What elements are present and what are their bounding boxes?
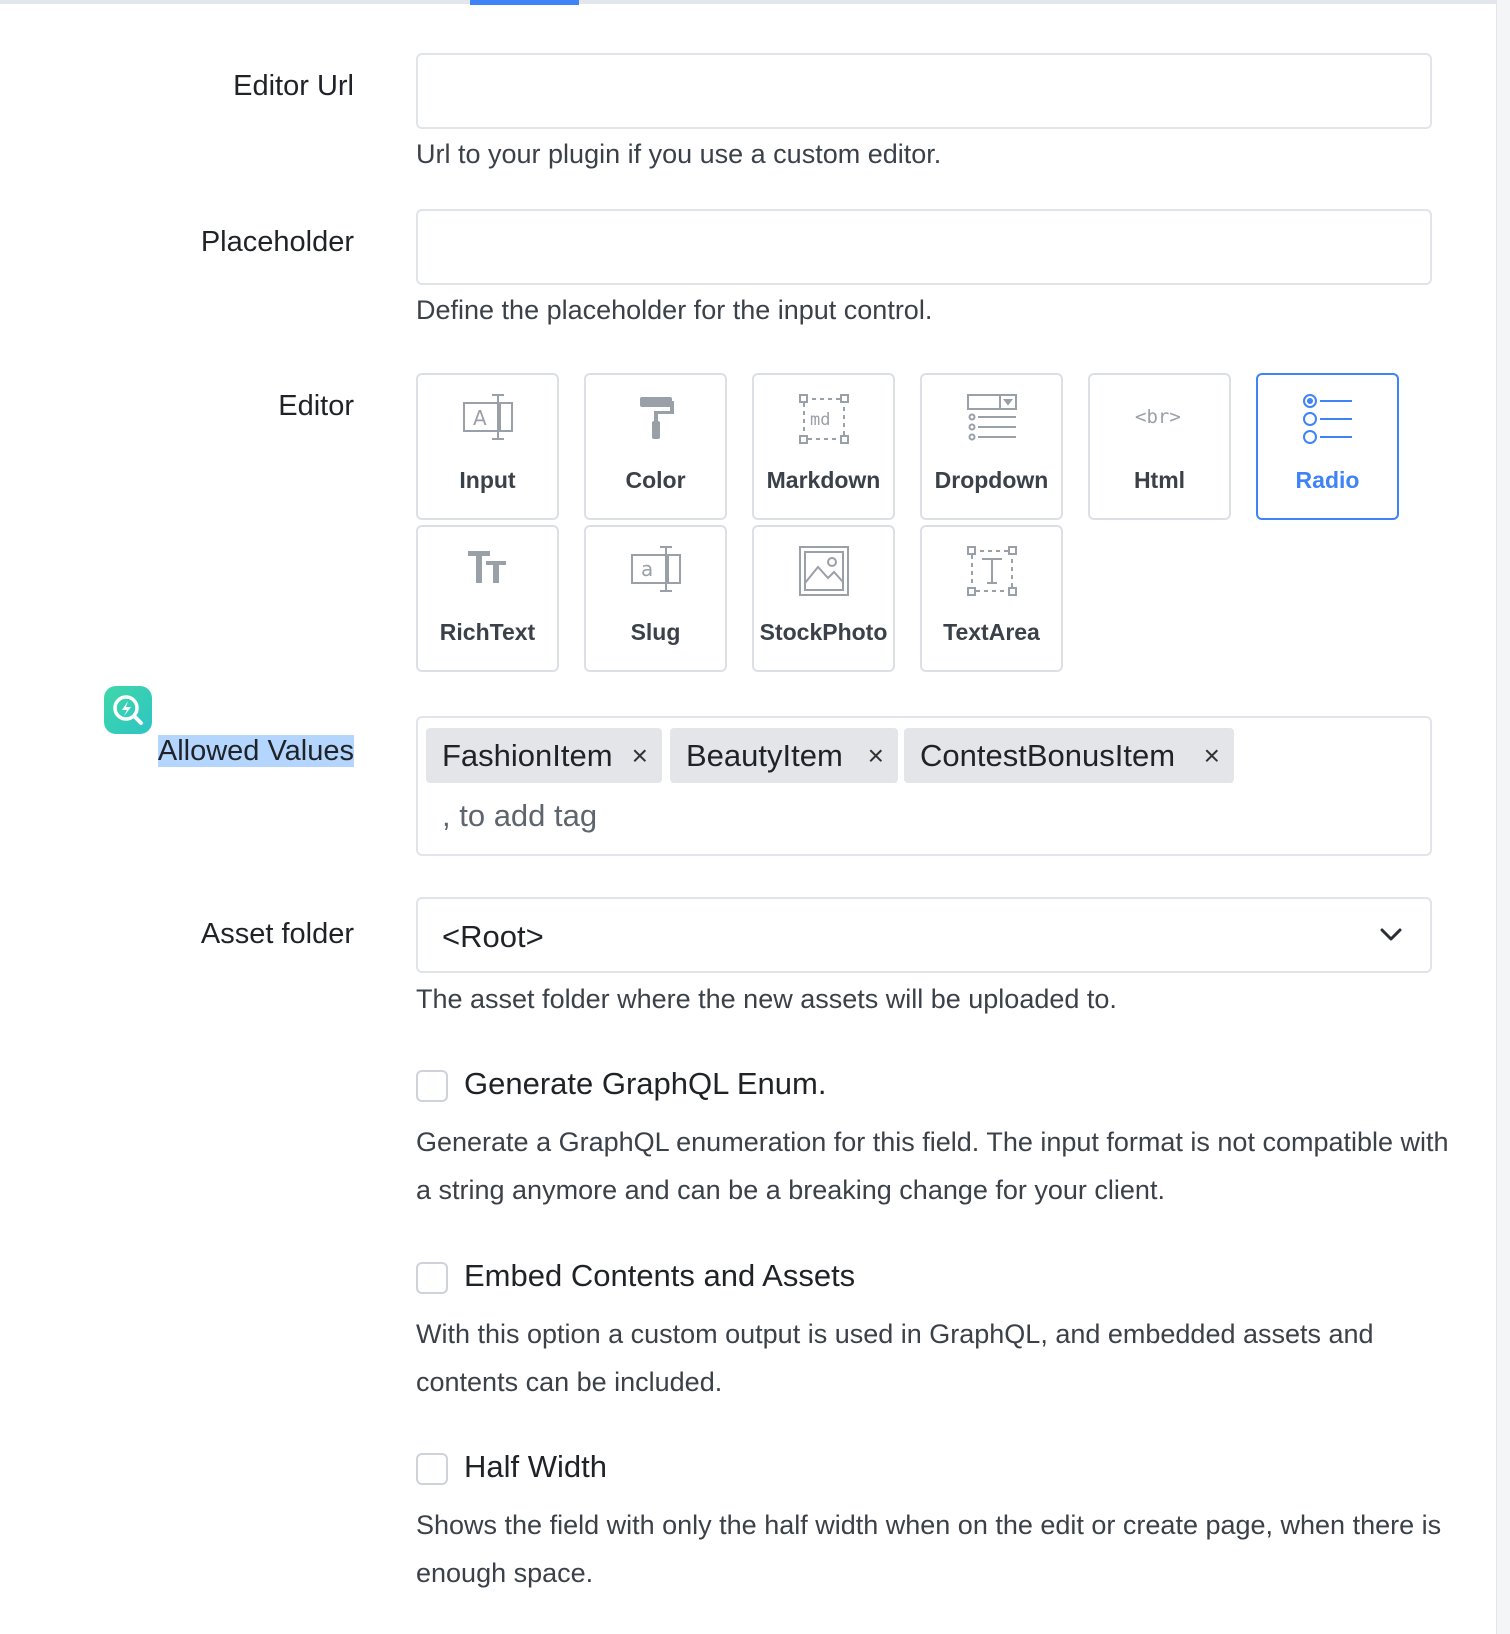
asset-folder-value: <Root> xyxy=(442,919,544,954)
tag-label: FashionItem xyxy=(442,738,613,773)
paint-roller-icon xyxy=(636,393,676,441)
graphql-enum-hint: Generate a GraphQL enumeration for this field. The input format is not compatible with a string anymore and can be a breaking change for your client. xyxy=(416,1127,1449,1205)
editor-option-dropdown[interactable] xyxy=(920,373,1063,520)
half-width-hint: Shows the field with only the half width when on the edit or create page, when there is enough space. xyxy=(416,1510,1442,1588)
editor-option-richtext[interactable] xyxy=(416,525,559,672)
embed-contents-label[interactable]: Embed Contents and Assets xyxy=(464,1258,856,1293)
editor-option-label: Color xyxy=(625,467,686,493)
allowed-values-tag-editor[interactable] xyxy=(416,716,1432,856)
allowed-values-label: Allowed Values xyxy=(157,735,354,767)
placeholder-label: Placeholder xyxy=(200,226,354,258)
editor-option-label: Markdown xyxy=(766,467,881,493)
editor-options xyxy=(416,373,1456,673)
textarea-icon xyxy=(966,545,1018,597)
editor-label: Editor xyxy=(278,390,354,422)
editor-option-label: Dropdown xyxy=(934,467,1049,493)
tag-input-placeholder[interactable]: , to add tag xyxy=(442,798,598,833)
editor-option-stockphoto[interactable] xyxy=(752,525,895,672)
half-width-label[interactable]: Half Width xyxy=(464,1449,607,1484)
editor-url-hint: Url to your plugin if you use a custom editor. xyxy=(416,139,942,169)
markdown-icon xyxy=(798,393,850,445)
editor-url-label: Editor Url xyxy=(233,70,354,102)
svg-text:md: md xyxy=(809,410,830,430)
editor-option-label: Slug xyxy=(630,619,681,645)
tag-remove-icon[interactable]: × xyxy=(631,740,648,771)
active-tab-indicator xyxy=(470,0,579,5)
chevron-down-icon xyxy=(1378,921,1404,947)
text-size-icon xyxy=(466,545,510,589)
svg-text:a: a xyxy=(640,557,653,581)
dropdown-list-icon xyxy=(966,393,1018,445)
editor-option-label: StockPhoto xyxy=(759,619,888,645)
editor-option-html[interactable] xyxy=(1088,373,1231,520)
html-tag-icon xyxy=(1130,393,1190,441)
editor-option-label: Html xyxy=(1133,467,1186,493)
graphql-enum-label[interactable]: Generate GraphQL Enum. xyxy=(464,1066,827,1101)
placeholder-input[interactable] xyxy=(416,209,1432,285)
editor-option-radio[interactable] xyxy=(1256,373,1399,520)
editor-option-textarea[interactable] xyxy=(920,525,1063,672)
editor-option-label: RichText xyxy=(439,619,536,645)
editor-option-label: TextArea xyxy=(943,619,1040,645)
asset-folder-select[interactable] xyxy=(416,897,1432,973)
editor-option-markdown[interactable] xyxy=(752,373,895,520)
embed-contents-checkbox[interactable] xyxy=(416,1262,448,1294)
tag-remove-icon[interactable]: × xyxy=(1203,740,1220,771)
tag-remove-icon[interactable]: × xyxy=(867,740,884,771)
slug-icon xyxy=(630,545,682,593)
tag-item xyxy=(670,728,898,783)
lightning-search-icon[interactable] xyxy=(104,686,152,734)
half-width-checkbox[interactable] xyxy=(416,1453,448,1485)
graphql-enum-checkbox[interactable] xyxy=(416,1070,448,1102)
radio-list-icon xyxy=(1302,393,1354,445)
image-icon xyxy=(798,545,850,597)
editor-url-input[interactable] xyxy=(416,53,1432,129)
editor-option-color[interactable] xyxy=(584,373,727,520)
asset-folder-hint: The asset folder where the new assets will be uploaded to. xyxy=(416,984,1117,1014)
editor-option-label: Radio xyxy=(1295,467,1360,493)
asset-folder-label: Asset folder xyxy=(200,918,354,950)
svg-text:<br>: <br> xyxy=(1134,406,1181,428)
svg-text:A: A xyxy=(472,406,487,430)
text-cursor-icon xyxy=(462,393,514,441)
tab-bar-divider xyxy=(0,0,1497,4)
editor-option-label: Input xyxy=(459,467,516,493)
tag-item xyxy=(426,728,662,783)
tag-label: BeautyItem xyxy=(686,738,843,773)
embed-contents-hint: With this option a custom output is used in GraphQL, and embedded assets and contents can be included. xyxy=(416,1319,1374,1397)
tag-label: ContestBonusItem xyxy=(920,738,1176,773)
tag-item xyxy=(904,728,1234,783)
editor-option-slug[interactable] xyxy=(584,525,727,672)
editor-option-input[interactable] xyxy=(416,373,559,520)
placeholder-hint: Define the placeholder for the input control. xyxy=(416,295,933,325)
